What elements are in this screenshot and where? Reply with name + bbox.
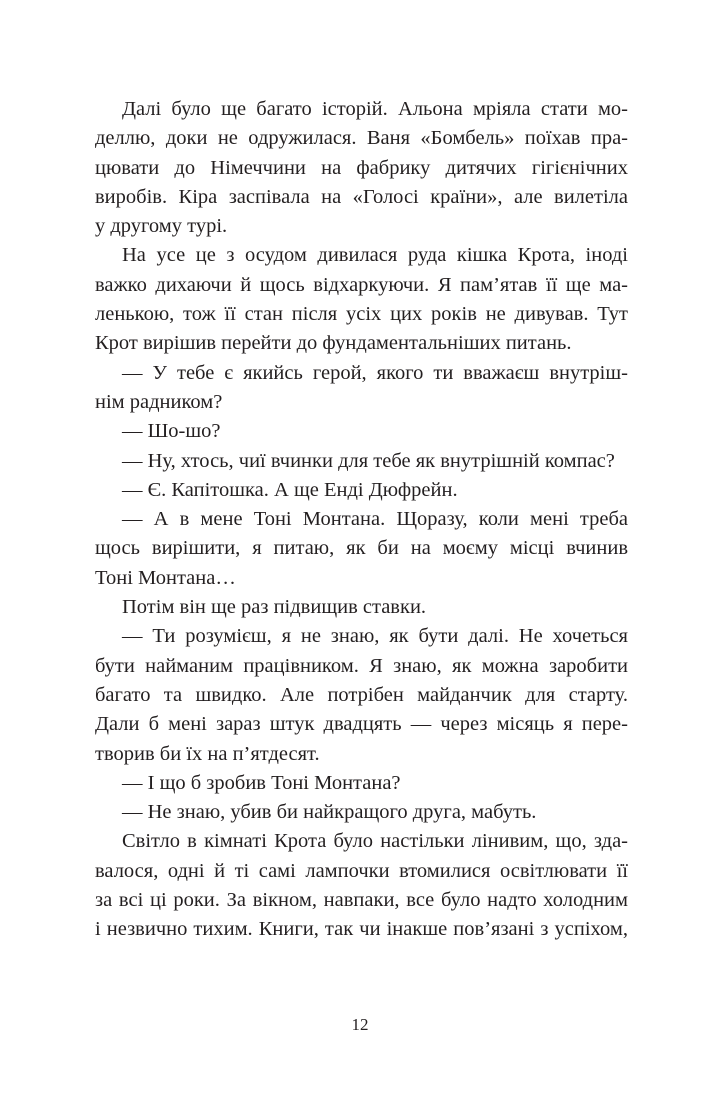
dialogue-paragraph bbox=[95, 476, 628, 505]
text-line: творив би їх на п’ятдесят. bbox=[95, 742, 320, 765]
text-line: за всі ці роки. За вікном, навпаки, все було надто холодним bbox=[95, 889, 628, 912]
paragraph bbox=[95, 593, 628, 622]
text-line: Дали б мені зараз штук двадцять — через місяць я пере- bbox=[95, 713, 628, 736]
text-line: виробів. Кіра заспівала на «Голосі країни», але вилетіла bbox=[95, 185, 628, 208]
text-line: Далі було ще багато історій. Альона мріяла стати мо- bbox=[122, 98, 628, 120]
dialogue-paragraph bbox=[95, 505, 628, 593]
dialogue-paragraph bbox=[95, 417, 628, 446]
dialogue-paragraph bbox=[95, 447, 628, 476]
text-line: Крот вирішив перейти до фундаментальніших питань. bbox=[95, 332, 572, 355]
text-line: Тоні Монтана… bbox=[95, 566, 236, 589]
text-line: і незвично тихим. Книги, так чи інакше пов’язані з успіхом, bbox=[95, 918, 628, 941]
text-line: — Ну, хтось, чиї вчинки для тебе як внутрішній компас? bbox=[122, 449, 615, 472]
text-line: Світло в кімнаті Крота було настільки лінивим, що, зда- bbox=[122, 830, 628, 853]
text-line: — Шо-шо? bbox=[122, 420, 221, 443]
paragraph bbox=[95, 95, 628, 241]
text-line: — Є. Капітошка. А ще Енді Дюфрейн. bbox=[122, 478, 458, 501]
text-line: ленькою, тож її стан після усіх цих років не дивував. Тут bbox=[95, 303, 628, 326]
body-text bbox=[95, 95, 628, 945]
text-line: — Не знаю, убив би найкращого друга, мабуть. bbox=[122, 801, 537, 824]
text-line: у другому турі. bbox=[95, 215, 228, 238]
text-line: — У тебе є якийсь герой, якого ти вважаєш внутріш- bbox=[122, 361, 628, 384]
text-line: деллю, доки не одружилася. Ваня «Бомбель» поїхав пра- bbox=[95, 127, 628, 150]
dialogue-paragraph bbox=[95, 622, 628, 768]
text-line: На усе це з осудом дивилася руда кішка Крота, іноді bbox=[122, 244, 628, 267]
text-line: багато та швидко. Але потрібен майданчик для старту. bbox=[95, 683, 628, 706]
text-line: цювати до Німеччини на фабрику дитячих гігієнічних bbox=[95, 156, 628, 179]
text-line: валося, одні й ті самі лампочки втомилися освітлювати її bbox=[95, 859, 628, 882]
text-line: бути найманим працівником. Я знаю, як можна заробити bbox=[95, 654, 628, 677]
paragraph bbox=[95, 241, 628, 358]
paragraph bbox=[95, 827, 628, 944]
text-line: нім радником? bbox=[95, 390, 223, 413]
text-line: важко дихаючи й щось відхаркуючи. Я пам’ятав її ще ма- bbox=[95, 273, 628, 296]
text-line: — І що б зробив Тоні Монтана? bbox=[122, 771, 401, 794]
dialogue-paragraph bbox=[95, 769, 628, 798]
text-line: Потім він ще раз підвищив ставки. bbox=[122, 596, 427, 619]
dialogue-paragraph bbox=[95, 798, 628, 827]
text-line: щось вирішити, я питаю, як би на моєму місці вчинив bbox=[95, 537, 628, 560]
dialogue-paragraph bbox=[95, 359, 628, 418]
page-number: 12 bbox=[351, 1015, 369, 1034]
text-line: — А в мене Тоні Монтана. Щоразу, коли мені треба bbox=[122, 508, 628, 531]
text-line: — Ти розумієш, я не знаю, як бути далі. Не хочеться bbox=[122, 625, 628, 648]
